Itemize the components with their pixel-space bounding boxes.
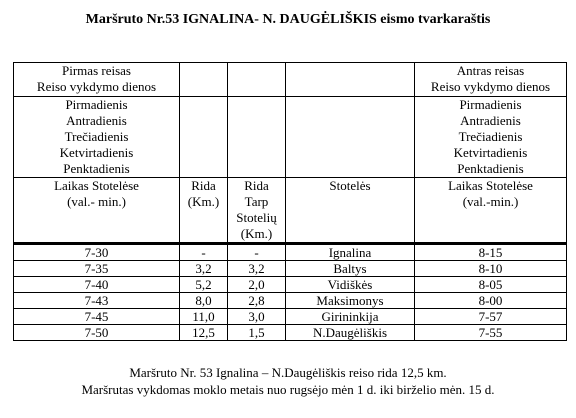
distance-cell: 11,0 (180, 309, 228, 325)
first-trip-label: Pirmas reisas Reiso vykdymo dienos (14, 63, 180, 97)
page-title: Maršruto Nr.53 IGNALINA- N. DAUGĖLIŠKIS eismo tvarkaraštis (85, 12, 491, 27)
distance-between-cell: 3,2 (228, 261, 286, 277)
header-stops: Stotelės (286, 178, 415, 244)
header-distance: Rida (Km.) (180, 178, 228, 244)
footer-line-season: Maršrutas vykdomas moklo metais nuo rugsėjo mėn 1 d. iki birželio mėn. 15 d. (81, 382, 495, 397)
operating-days-row (14, 97, 567, 178)
table-row (14, 277, 567, 293)
header-distance-between: Rida Tarp Stotelių (Km.) (228, 178, 286, 244)
time-second-cell: 8-10 (415, 261, 567, 277)
empty-cell (228, 97, 286, 178)
schedule-table (13, 62, 567, 341)
time-first-cell: 7-50 (14, 325, 180, 341)
time-second-cell: 7-55 (415, 325, 567, 341)
stop-name-cell: Ignalina (286, 244, 415, 261)
time-second-cell: 7-57 (415, 309, 567, 325)
empty-cell (228, 63, 286, 97)
route-footer (0, 364, 576, 398)
table-row (14, 261, 567, 277)
empty-cell (286, 63, 415, 97)
distance-cell: 3,2 (180, 261, 228, 277)
table-row (14, 293, 567, 309)
time-first-cell: 7-43 (14, 293, 180, 309)
stop-name-cell: Baltys (286, 261, 415, 277)
distance-between-cell: 1,5 (228, 325, 286, 341)
table-row (14, 309, 567, 325)
distance-cell: 5,2 (180, 277, 228, 293)
stop-name-cell: Maksimonys (286, 293, 415, 309)
trip-label-row (14, 63, 567, 97)
second-trip-days: Pirmadienis Antradienis Trečiadienis Ketvirtadienis Penktadienis (415, 97, 567, 178)
table-row (14, 325, 567, 341)
stop-name-cell: N.Daugėliškis (286, 325, 415, 341)
time-second-cell: 8-05 (415, 277, 567, 293)
distance-between-cell: 2,8 (228, 293, 286, 309)
empty-cell (286, 97, 415, 178)
empty-cell (180, 97, 228, 178)
distance-between-cell: 3,0 (228, 309, 286, 325)
second-trip-label: Antras reisas Reiso vykdymo dienos (415, 63, 567, 97)
distance-between-cell: 2,0 (228, 277, 286, 293)
time-first-cell: 7-40 (14, 277, 180, 293)
footer-line-distance: Maršruto Nr. 53 Ignalina – N.Daugėliškis reiso rida 12,5 km. (129, 365, 447, 380)
time-first-cell: 7-45 (14, 309, 180, 325)
stop-name-cell: Girininkija (286, 309, 415, 325)
time-second-cell: 8-00 (415, 293, 567, 309)
time-second-cell: 8-15 (415, 244, 567, 261)
table-row (14, 244, 567, 261)
distance-cell: 12,5 (180, 325, 228, 341)
distance-cell: - (180, 244, 228, 261)
header-time-second: Laikas Stotelėse (val.-min.) (415, 178, 567, 244)
first-trip-days: Pirmadienis Antradienis Trečiadienis Ketvirtadienis Penktadienis (14, 97, 180, 178)
column-header-row (14, 178, 567, 244)
distance-cell: 8,0 (180, 293, 228, 309)
time-first-cell: 7-30 (14, 244, 180, 261)
time-first-cell: 7-35 (14, 261, 180, 277)
header-time-first: Laikas Stotelėse (val.- min.) (14, 178, 180, 244)
stop-name-cell: Vidiškės (286, 277, 415, 293)
distance-between-cell: - (228, 244, 286, 261)
empty-cell (180, 63, 228, 97)
